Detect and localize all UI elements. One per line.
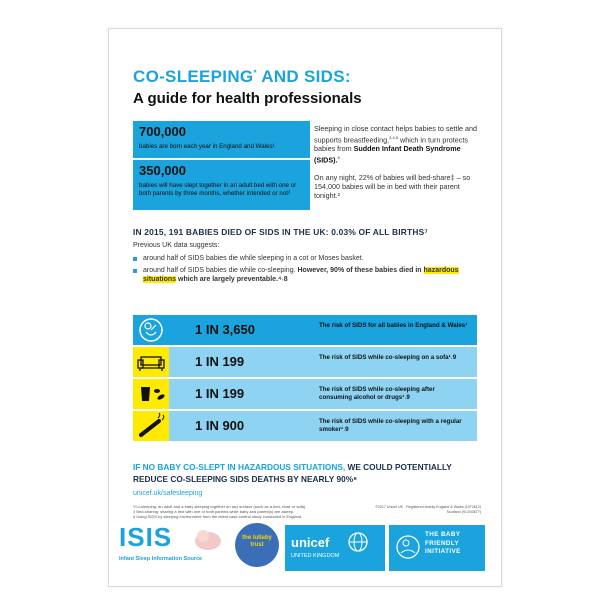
risk-row-all-babies (133, 315, 477, 345)
risk-icon-cell (133, 379, 169, 409)
page-subtitle: A guide for health professionals (133, 90, 362, 107)
copyright-text: ©2017 Unicef UK · Registered charity England & Wales (1072612) Scotland (SC043677) (375, 505, 481, 514)
footnotes (133, 504, 353, 519)
risk-description: The risk of SIDS while co-sleeping with a regular smoker¹˒9 (319, 418, 462, 433)
sofa-icon (133, 347, 169, 377)
footnote: ‡ Bed-sharing: sharing a bed with one or both parents while baby and parent(s) are asleep. (133, 509, 295, 514)
sleeping-baby-icon (193, 526, 223, 552)
unicef-globe-icon (347, 531, 369, 553)
baby-friendly-logo: THE BABY FRIENDLY INITIATIVE (389, 525, 485, 571)
risk-ratio: 1 IN 199 (195, 354, 245, 369)
previous-data-label: Previous UK data suggests: (133, 242, 220, 249)
guide-page (108, 28, 502, 587)
stat-box-cosleep (133, 160, 310, 210)
unicef-logo: unicef UNITED KINGDOM (285, 525, 385, 571)
stat-text: babies will have slept together in an adult bed with one or both parents by three months, whether intended or not² (139, 182, 297, 197)
isis-logo: ISIS Infant Sleep Information Source (119, 522, 239, 570)
footnote: # Using SIDS by sleeping environment from the latest case-control study conducted in England. (133, 514, 303, 519)
list-item: around half of SIDS babies die while co-sleeping. However, 90% of these babies died in hazardous situations which are largely preventable.⁴˒8 (133, 266, 483, 285)
risk-description: The risk of SIDS while co-sleeping after consuming alcohol or drugs¹˒9 (319, 386, 435, 401)
risk-description: The risk of SIDS for all babies in England & Wales¹ (319, 322, 468, 329)
stat-number: 700,000 (139, 124, 186, 139)
bullet-list (133, 254, 483, 287)
footnote: *Co-sleeping: an adult and a baby sleeping together on any surface (such as a bed, chair or sofa). (133, 504, 307, 509)
risk-description: The risk of SIDS while co-sleeping on a sofa¹˒9 (319, 354, 457, 361)
lullaby-trust-logo: the lullaby trust (235, 523, 279, 567)
bullet-marker (133, 257, 137, 261)
safe-sleeping-link[interactable]: unicef.uk/safesleeping (133, 490, 203, 497)
bullet-marker (133, 269, 137, 273)
list-item: around half of SIDS babies die while sleeping in a cot or Moses basket. (133, 254, 483, 264)
risk-row-smoker (133, 411, 477, 441)
highlight-hazardous: hazardous situations (143, 266, 459, 283)
risk-ratio: 1 IN 3,650 (195, 322, 255, 337)
risk-ratio: 1 IN 900 (195, 418, 245, 433)
risk-ratio: 1 IN 199 (195, 386, 245, 401)
risk-icon-cell (133, 315, 169, 345)
risk-icon-cell (133, 411, 169, 441)
stat-box-births (133, 121, 310, 158)
potential-reduction-claim: IF NO BABY CO-SLEPT IN HAZARDOUS SITUATIONS, WE COULD POTENTIALLY REDUCE CO-SLEEPING SIDS DEATHS BY NEARLY 90%⁸ (133, 462, 452, 484)
cigarette-icon (133, 411, 169, 441)
mother-baby-icon (395, 533, 421, 563)
risk-row-sofa (133, 347, 477, 377)
risk-row-alcohol-drugs (133, 379, 477, 409)
page-title: CO-SLEEPING* AND SIDS: (133, 67, 351, 86)
stat-number: 350,000 (139, 163, 186, 178)
baby-icon (133, 315, 169, 345)
sids-headline: IN 2015, 191 BABIES DIED OF SIDS IN THE UK: 0.03% OF ALL BIRTHS⁷ (133, 227, 429, 237)
risk-icon-cell (133, 347, 169, 377)
intro-text: Sleeping in close contact helps babies to settle and supports breastfeeding,$^{3,4,5}$ which in turn protects babies from Sudden Infant Death Syndrome (SIDS).$^6$ On any night, 22% of babies will bed-share‡ – so 154,000 babies will be in bed with their parent tonight.² (314, 124, 478, 200)
alcohol-pills-icon (133, 379, 169, 409)
stat-text: babies are born each year in England and Wales¹ (139, 143, 275, 150)
